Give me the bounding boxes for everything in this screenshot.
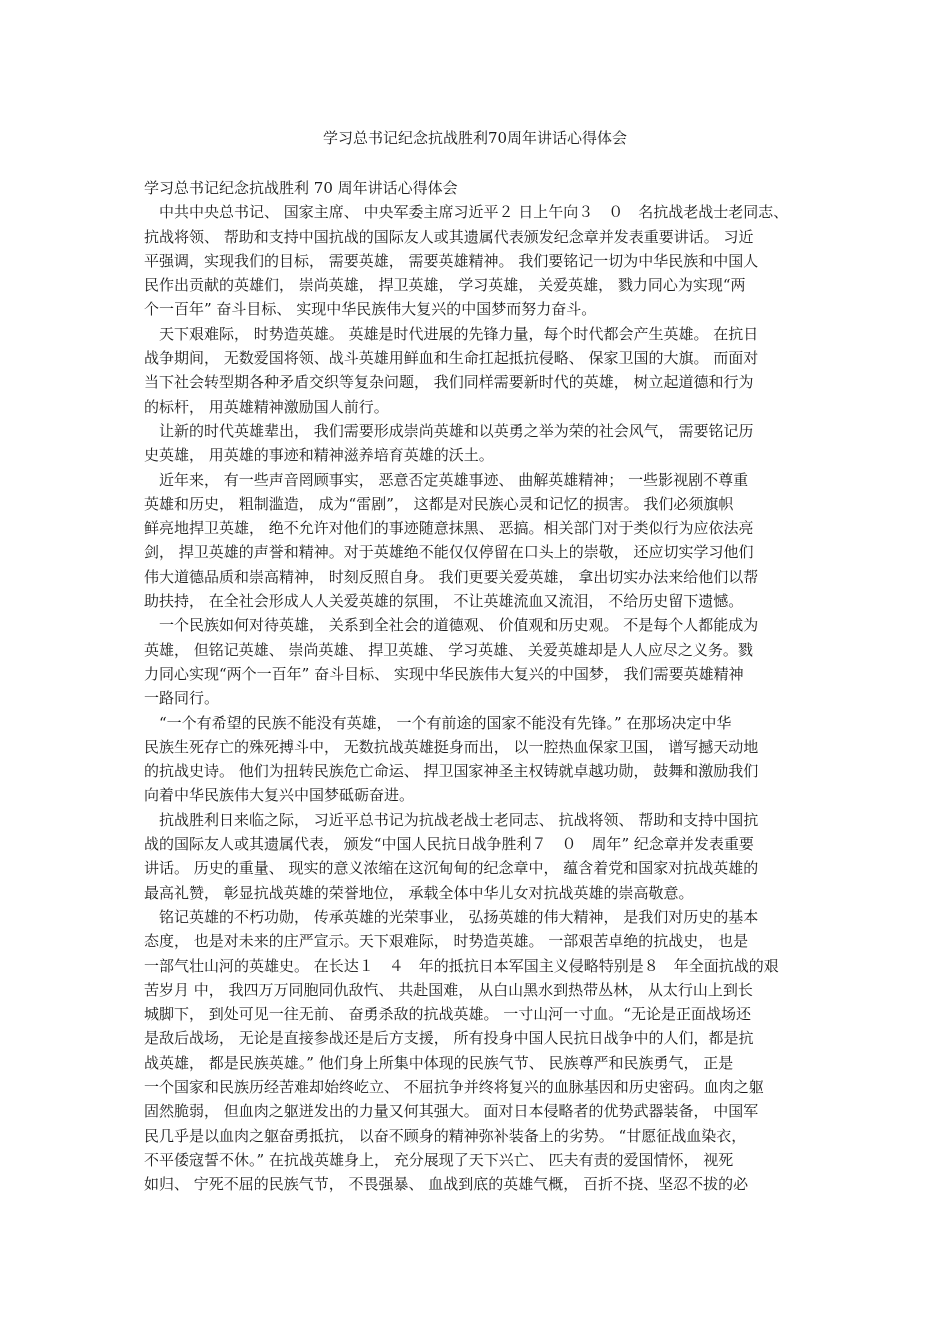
text-line: 英雄， 但铭记英雄、 崇尚英雄、 捍卫英雄、 学习英雄、 关爱英雄却是人人应尽之义务。戮 — [144, 640, 753, 659]
text-line: 剑， 捍卫英雄的声誉和精神。对于英雄绝不能仅仅停留在口头上的崇敬， 还应切实学习他们 — [144, 543, 754, 562]
text-line: 民几乎是以血肉之躯奋勇抵抗， 以奋不顾身的精神弥补装备上的劣势。 “甘愿征战血染衣， — [144, 1126, 747, 1145]
text-line: 城脚下， 到处可见一往无前、 奋勇杀敌的抗战英雄。 一寸山河一寸血。“无论是正面战场还 — [144, 1005, 751, 1024]
text-line: 苦岁月 中， 我四万万同胞同仇敌忾、 共赴国难， 从白山黑水到热带丛林， 从太行山上到长 — [144, 980, 753, 999]
text-line: 让新的时代英雄辈出， 我们需要形成崇尚英雄和以英勇之举为荣的社会风气， 需要铭记历 — [144, 421, 754, 440]
text-line: 英雄和历史， 粗制滥造， 成为“雷剧”， 这都是对民族心灵和记忆的损害。 我们必须旗帜 — [144, 494, 734, 513]
text-line: 史英雄， 用英雄的事迹和精神滋养培育英雄的沃土。 — [144, 446, 494, 465]
text-line: 一部气壮山河的英雄史。 在长达１ ４ 年的抵抗日本军国主义侵略特别是８ 年全面抗战的艰 — [144, 956, 779, 975]
text-line: 一个民族如何对待英雄， 关系到全社会的道德观、 价值观和历史观。 不是每个人都能成为 — [144, 616, 759, 635]
text-line: 如归、 宁死不屈的民族气节， 不畏强暴、 血战到底的英雄气概， 百折不挠、坚忍不拔的必 — [144, 1175, 749, 1194]
text-line: 的标杆， 用英雄精神激励国人前行。 — [144, 397, 389, 416]
text-line: 平强调，实现我们的目标， 需要英雄， 需要英雄精神。 我们要铭记一切为中华民族和中国人 — [144, 251, 759, 270]
page-title: 学习总书记纪念抗战胜利70周年讲话心得体会 — [322, 129, 628, 147]
document-body — [144, 176, 816, 1196]
text-line: 是敌后战场， 无论是直接参战还是后方支援， 所有投身中国人民抗日战争中的人们，都是抗 — [144, 1029, 754, 1048]
text-line: 抗战将领、 帮助和支持中国抗战的国际友人或其遗属代表颁发纪念章并发表重要讲话。 习近 — [144, 227, 754, 246]
text-line: 向着中华民族伟大复兴中国梦砥砺奋进。 — [144, 786, 415, 805]
text-line: 力同心实现“两个一百年” 奋斗目标、 实现中华民族伟大复兴的中国梦， 我们需要英雄精神 — [144, 664, 744, 683]
text-line: “一个有希望的民族不能没有英雄， 一个有前途的国家不能没有先锋。” 在那场决定中华 — [144, 713, 732, 732]
text-line: 伟大道德品质和崇高精神， 时刻反照自身。 我们更要关爱英雄， 拿出切实办法来给他们以帮 — [144, 567, 759, 586]
text-line: 一路同行。 — [144, 689, 220, 708]
text-line: 战英雄， 都是民族英雄。” 他们身上所集中体现的民族气节、 民族尊严和民族勇气， 正是 — [144, 1053, 734, 1072]
text-line: 的抗战史诗。 他们为扭转民族危亡命运、 捍卫国家神圣主权铸就卓越功勋， 鼓舞和激励我们 — [144, 762, 759, 781]
text-line: 中共中央总书记、 国家主席、 中央军委主席习近平２ 日上午向３ ０ 名抗战老战士老同志、 — [144, 203, 789, 222]
text-line: 民作出贡献的英雄们， 崇尚英雄， 捍卫英雄， 学习英雄， 关爱英雄， 戮力同心为实现“两 — [144, 276, 746, 295]
text-line: 抗战胜利日来临之际， 习近平总书记为抗战老战士老同志、 抗战将领、 帮助和支持中国抗 — [144, 810, 759, 829]
text-line: 助扶持， 在全社会形成人人关爱英雄的氛围， 不让英雄流血又流泪， 不给历史留下遗憾。 — [144, 592, 744, 611]
text-line: 民族生死存亡的殊死搏斗中， 无数抗战英雄挺身而出， 以一腔热血保家卫国， 谱写撼天动地 — [144, 737, 759, 756]
text-line: 学习总书记纪念抗战胜利 70 周年讲话心得体会 — [144, 179, 458, 197]
text-line: 一个国家和民族历经苦难却始终屹立、 不屈抗争并终将复兴的血脉基因和历史密码。血肉之躯 — [144, 1077, 764, 1096]
text-line: 最高礼赞， 彰显抗战英雄的荣誉地位， 承载全体中华儿女对抗战英雄的崇高敬意。 — [144, 883, 694, 902]
text-line: 铭记英雄的不朽功勋， 传承英雄的光荣事业， 弘扬英雄的伟大精神， 是我们对历史的基本 — [144, 907, 759, 926]
text-line: 鲜亮地捍卫英雄， 绝不允许对他们的事迹随意抹黑、 恶搞。相关部门对于类似行为应依法亮 — [144, 519, 754, 538]
text-line: 战的国际友人或其遗属代表， 颁发“中国人民抗日战争胜利７ ０ 周年” 纪念章并发表重要 — [144, 835, 754, 854]
text-line: 个一百年” 奋斗目标、 实现中华民族伟大复兴的中国梦而努力奋斗。 — [144, 300, 597, 319]
text-line: 近年来， 有一些声音罔顾事实， 恶意否定英雄事迹、 曲解英雄精神； 一些影视剧不尊重 — [144, 470, 749, 489]
text-line: 当下社会转型期各种矛盾交织等复杂问题， 我们同样需要新时代的英雄， 树立起道德和行为 — [144, 373, 754, 392]
text-line: 天下艰难际， 时势造英雄。 英雄是时代进展的先锋力量，每个时代都会产生英雄。 在抗日 — [144, 324, 759, 343]
text-line: 态度， 也是对未来的庄严宣示。天下艰难际， 时势造英雄。 一部艰苦卓绝的抗战史， 也是 — [144, 932, 749, 951]
text-line: 固然脆弱， 但血肉之躯迸发出的力量又何其强大。 面对日本侵略者的优势武器装备， 中国军 — [144, 1102, 759, 1121]
text-line: 讲话。 历史的重量、 现实的意义浓缩在这沉甸甸的纪念章中， 蕴含着党和国家对抗战英雄的 — [144, 859, 759, 878]
text-line: 不平倭寇誓不休。” 在抗战英雄身上， 充分展现了天下兴亡、 匹夫有责的爱国情怀， 视死 — [144, 1150, 734, 1169]
text-line: 战争期间， 无数爱国将领、战斗英雄用鲜血和生命扛起抵抗侵略、 保家卫国的大旗。 而面对 — [144, 349, 759, 368]
